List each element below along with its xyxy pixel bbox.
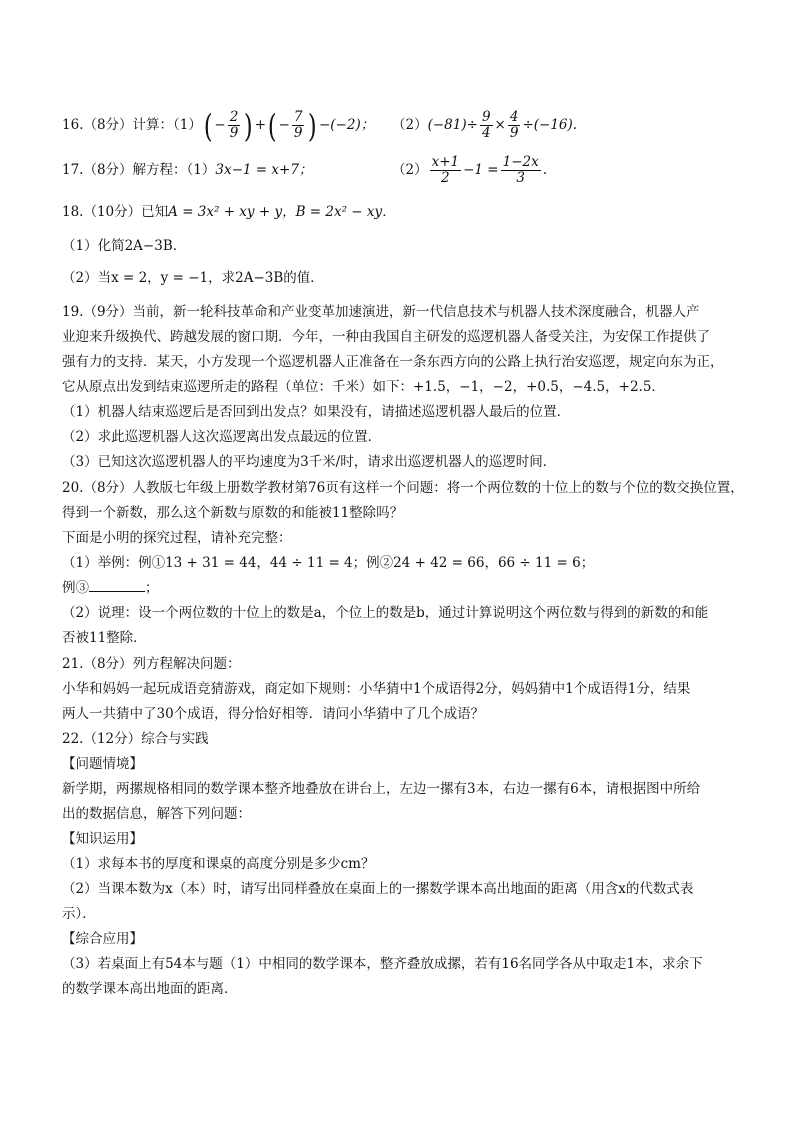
right-paren: ) [308, 106, 318, 145]
q20-line4: （1）举例：例①13 + 31 = 44，44 ÷ 11 = 4；例②24 + 42 = 66，66 ÷ 11 = 6； [62, 555, 595, 571]
q22-line2: 新学期，两摞规格相同的数学课本整齐地叠放在讲台上，左边一摞有3本，右边一摞有6本，请根据图中所给 [62, 781, 701, 797]
q21-line2: 小华和妈妈一起玩成语竞猜游戏，商定如下规则：小华猜中1个成语得2分，妈妈猜中1个成语得1分，结果 [62, 681, 691, 697]
q19-line2: 业迎来升级换代、跨越发展的窗口期．今年，一种由我国自主研发的巡逻机器人备受关注，为安保工作提供了 [62, 329, 710, 345]
q18-part1: （1）化简2A−3B． [62, 238, 187, 254]
q17-part2: （2） $\frac{x+1}{2}$ −1 = $\frac{1-2x}{3}$ . [392, 154, 548, 186]
q22-heading-knowledge: 【知识运用】 [62, 831, 143, 847]
right-paren: ) [244, 106, 253, 145]
q21-line3: 两人一共猜中了30个成语，得分恰好相等．请问小华猜中了几个成语？ [62, 706, 485, 722]
q19-part2: （2）求此巡逻机器人这次巡逻离出发点最远的位置． [62, 429, 382, 445]
question-16: 16.（8分）计算：（1）( − $\frac{2}{9}$ ) +( − $\frac{7}{9}$ ) −(−2)； （2）(−81)÷ $\frac{9}{4}$ × $\frac{4}{9}$ ÷(−16). [62, 106, 578, 145]
question-17 [62, 152, 722, 188]
q19-part1: （1）机器人结束巡逻后是否回到出发点？如果没有，请描述巡逻机器人最后的位置． [62, 404, 571, 420]
q22-line1: 22.（12分）综合与实践 [62, 731, 209, 747]
q19-line3: 强有力的支持．某天，小方发现一个巡逻机器人正准备在一条东西方向的公路上执行治安巡逻，规定向东为正， [62, 354, 724, 370]
q20-line7: 否被11整除． [62, 630, 147, 646]
q22-line3: 出的数据信息，解答下列问题： [62, 806, 251, 822]
q21-line1: 21.（8分）列方程解决问题： [62, 656, 241, 672]
q22-part3-line2: 的数学课本高出地面的距离． [62, 981, 238, 997]
q16-part2: （2）(−81)÷ $\frac{9}{4}$ × $\frac{4}{9}$ ÷(−16). [392, 109, 578, 141]
q22-part1: （1）求每本书的厚度和课桌的高度分别是多少cm？ [62, 856, 375, 872]
left-paren: ( [203, 106, 213, 145]
q19-part3: （3）已知这次巡逻机器人的平均速度为3千米/时，请求出巡逻机器人的巡逻时间． [62, 454, 557, 470]
q20-line2: 得到一个新数，那么这个新数与原数的和能被11整除吗？ [62, 505, 404, 521]
fraction: $\frac{2}{9}$ [229, 109, 239, 141]
question-18: 18.（10分）已知A = 3x² + xy + y，B = 2x² − xy． [62, 204, 396, 220]
q19-line1: 19.（9分）当前，新一轮科技革命和产业变革加速演进，新一代信息技术与机器人技术深度融合，机器人产 [62, 304, 700, 320]
fraction: $\frac{7}{9}$ [293, 109, 303, 141]
q18-part2: （2）当x = 2，y = −1，求2A−3B的值． [62, 270, 324, 286]
q19-line4: 它从原点出发到结束巡逻所走的路程（单位：千米）如下：+1.5，−1，−2，+0.5，−4.5，+2.5． [62, 379, 665, 395]
q17-head: 17.（8分）解方程：（1） [62, 162, 216, 178]
q20-line1: 20.（8分）人教版七年级上册数学教材第76页有这样一个问题：将一个两位数的十位上的数与个位的数交换位置， [62, 480, 744, 496]
q18-expression: A = 3x² + xy + y，B = 2x² − xy． [168, 204, 396, 220]
q17-equation-1: 3x−1 = x+7； [215, 162, 313, 178]
answer-blank [89, 579, 145, 592]
q20-line6: （2）说理：设一个两位数的十位上的数是a，个位上的数是b，通过计算说明这个两位数与得到的新数的和能 [62, 605, 709, 621]
q16-head: 16.（8分）计算：（1） [62, 117, 202, 133]
left-paren: ( [267, 106, 277, 145]
q22-heading-context: 【问题情境】 [62, 756, 143, 772]
q22-part2-line1: （2）当课本数为x（本）时，请写出同样叠放在桌面上的一摞数学课本高出地面的距离（用含x的代数式表 [62, 881, 694, 897]
q22-part3-line1: （3）若桌面上有54本与题（1）中相同的数学课本，整齐叠放成摞，若有16名同学各从中取走1本，求余下 [62, 956, 703, 972]
q20-line3: 下面是小明的探究过程，请补充完整： [62, 530, 292, 546]
q22-heading-application: 【综合应用】 [62, 931, 143, 947]
q16-tail1: −(−2)； [318, 117, 375, 133]
q22-part2-line2: 示）． [62, 906, 96, 922]
q20-line5: 例③ ； [62, 580, 159, 596]
